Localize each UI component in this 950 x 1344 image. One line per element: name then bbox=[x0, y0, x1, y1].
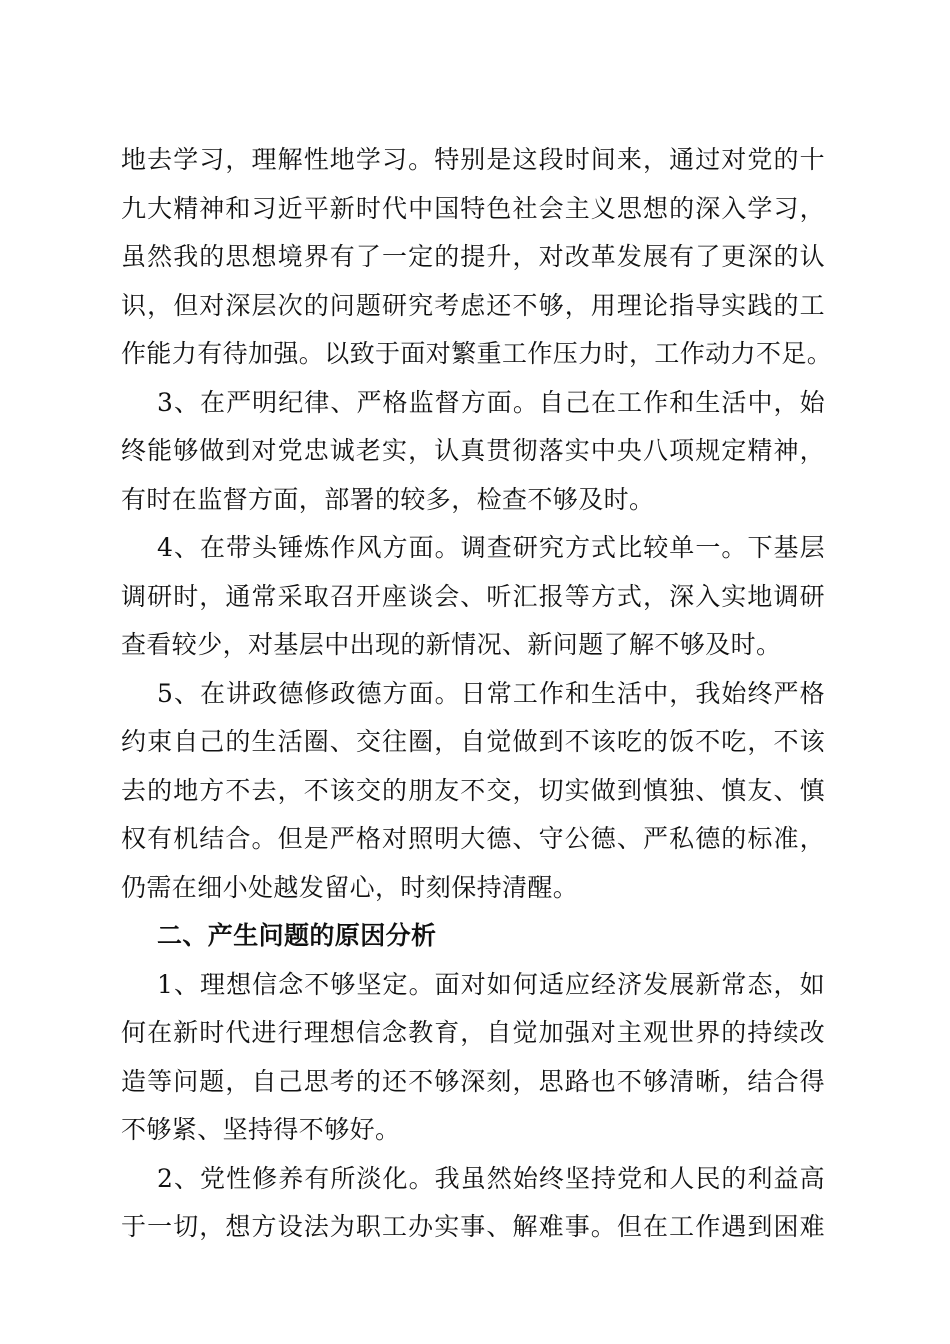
text-line: 调研时，通常采取召开座谈会、听汇报等方式，深入实地调研 bbox=[121, 581, 825, 611]
text-line: 虽然我的思想境界有了一定的提升，对改革发展有了更深的认 bbox=[121, 242, 825, 271]
text-line: 地去学习，理解性地学习。特别是这段时间来，通过对党的十 bbox=[121, 145, 825, 174]
section-3-first-line: 3、在严明纪律、严格监督方面。自己在工作和生活中，始 bbox=[157, 387, 825, 417]
cause-1-first-line: 1、理想信念不够坚定。面对如何适应经济发展新常态，如 bbox=[157, 969, 825, 999]
document-body bbox=[121, 136, 833, 1252]
text-line: 约束自己的生活圈、交往圈，自觉做到不该吃的饭不吃，不该 bbox=[121, 727, 825, 756]
text-line: 何在新时代进行理想信念教育，自觉加强对主观世界的持续改 bbox=[121, 1018, 825, 1047]
text-line: 去的地方不去，不该交的朋友不交，切实做到慎独、慎友、慎 bbox=[121, 775, 825, 805]
text-line: 造等问题，自己思考的还不够深刻，思路也不够清晰，结合得 bbox=[121, 1066, 825, 1096]
text-line: 有时在监督方面，部署的较多，检查不够及时。 bbox=[121, 484, 655, 514]
section-5-first-line: 5、在讲政德修政德方面。日常工作和生活中，我始终严格 bbox=[157, 678, 825, 708]
text-line: 查看较少，对基层中出现的新情况、新问题了解不够及时。 bbox=[121, 630, 782, 659]
text-line: 终能够做到对党忠诚老实，认真贯彻落实中央八项规定精神， bbox=[121, 436, 825, 465]
section-4-first-line: 4、在带头锤炼作风方面。调查研究方式比较单一。下基层 bbox=[157, 533, 825, 562]
section-heading: 二、产生问题的原因分析 bbox=[157, 921, 437, 950]
text-line: 九大精神和习近平新时代中国特色社会主义思想的深入学习， bbox=[121, 193, 825, 223]
cause-2-first-line: 2、党性修养有所淡化。我虽然始终坚持党和人民的利益高 bbox=[157, 1163, 825, 1193]
text-line: 仍需在细小处越发留心，时刻保持清醒。 bbox=[121, 872, 579, 902]
text-line: 权有机结合。但是严格对照明大德、守公德、严私德的标准， bbox=[121, 824, 825, 853]
text-line: 识，但对深层次的问题研究考虑还不够，用理论指导实践的工 bbox=[121, 290, 825, 320]
text-line: 不够紧、坚持得不够好。 bbox=[121, 1115, 401, 1144]
text-line: 作能力有待加强。以致于面对繁重工作压力时，工作动力不足。 bbox=[121, 339, 833, 368]
text-line: 于一切，想方设法为职工办实事、解难事。但在工作遇到困难 bbox=[121, 1212, 825, 1241]
